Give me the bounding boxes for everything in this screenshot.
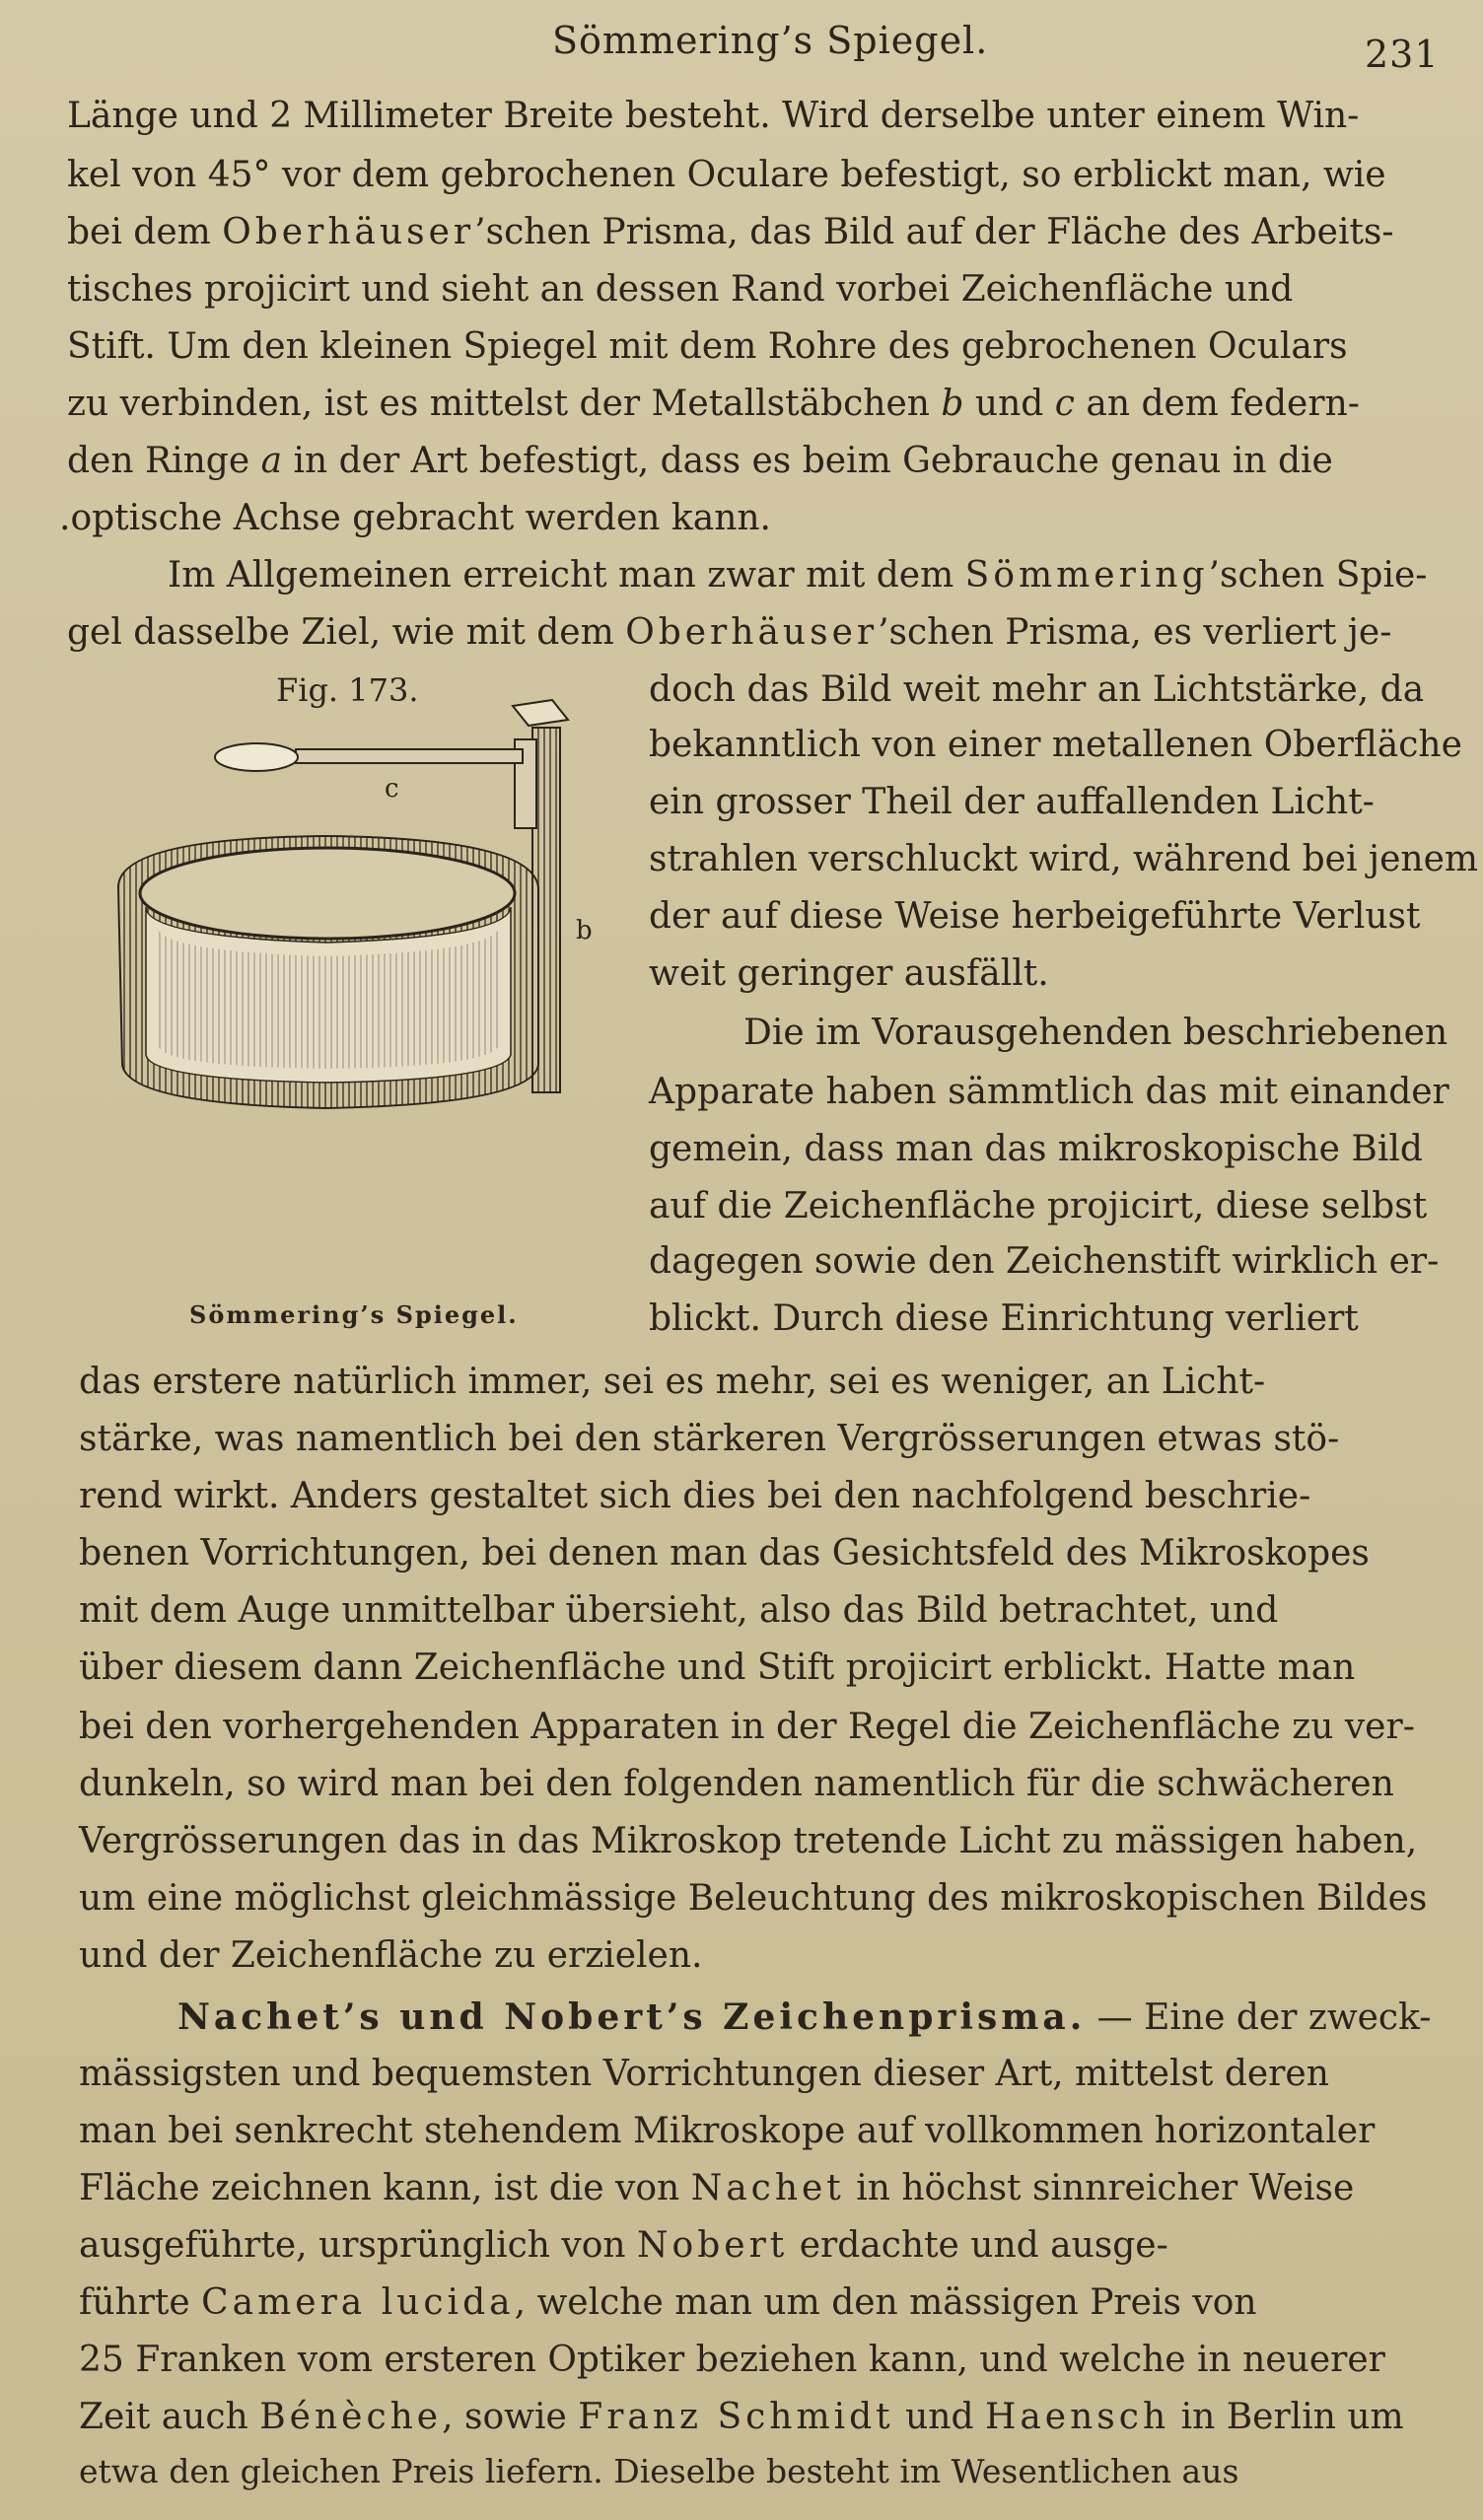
page-number: 231: [1365, 33, 1440, 76]
soemmering-mirror-figure: [99, 690, 611, 1223]
figure-number: Fig. 173.: [276, 671, 419, 709]
text-line: und der Zeichenfläche zu erzielen.: [79, 1935, 703, 1976]
running-head: Sömmering’s Spiegel.: [552, 19, 989, 62]
text-line: Im Allgemeinen erreicht man zwar mit dem Sömmering’schen Spie-: [168, 555, 1428, 595]
text-line: .optische Achse gebracht werden kann.: [59, 498, 772, 538]
text-line: dagegen sowie den Zeichenstift wirklich er-: [649, 1241, 1440, 1282]
text-line: ein grosser Theil der auffallenden Licht-: [649, 782, 1375, 822]
text-line: Länge und 2 Millimeter Breite besteht. Wird derselbe unter einem Win-: [67, 96, 1360, 136]
text-line: gel dasselbe Ziel, wie mit dem Oberhäuser’schen Prisma, es verliert je-: [67, 612, 1392, 653]
text-line: mässigsten und bequemsten Vorrichtungen dieser Art, mittelst deren: [79, 2054, 1329, 2094]
text-line: bei dem Oberhäuser’schen Prisma, das Bild auf der Fläche des Arbeits-: [67, 212, 1394, 252]
text-line: kel von 45° vor dem gebrochenen Oculare befestigt, so erblickt man, wie: [67, 155, 1386, 195]
text-line: auf die Zeichenfläche projicirt, diese selbst: [649, 1186, 1428, 1226]
label-b: b: [576, 916, 593, 945]
text-line: Vergrösserungen das in das Mikroskop tretende Licht zu mässigen haben,: [79, 1821, 1418, 1861]
text-line: das erstere natürlich immer, sei es mehr, sei es weniger, an Licht-: [79, 1362, 1266, 1402]
text-line: bei den vorhergehenden Apparaten in der Regel die Zeichenfläche zu ver-: [79, 1707, 1415, 1747]
text-line: der auf diese Weise herbeigeführte Verlust: [649, 896, 1421, 937]
text-line: 25 Franken vom ersteren Optiker beziehen kann, und welche in neuerer: [79, 2340, 1385, 2380]
text-line: benen Vorrichtungen, bei denen man das Gesichtsfeld des Mikroskopes: [79, 1533, 1370, 1574]
text-line: rend wirkt. Anders gestaltet sich dies bei den nachfolgend beschrie-: [79, 1476, 1311, 1516]
mirror-ring: [118, 836, 538, 1108]
text-line: stärke, was namentlich bei den stärkeren Vergrösserungen etwas stö-: [79, 1419, 1340, 1459]
text-line: Apparate haben sämmtlich das mit einander: [649, 1072, 1449, 1112]
section-heading-line: Nachet’s und Nobert’s Zeichenprisma. — Eine der zweck-: [177, 1996, 1432, 2038]
text-line: strahlen verschluckt wird, während bei jenem: [649, 839, 1479, 879]
text-line: Zeit auch Bénèche, sowie Franz Schmidt und Haensch in Berlin um: [79, 2397, 1404, 2437]
text-line: zu verbinden, ist es mittelst der Metallstäbchen b und c an dem federn-: [67, 384, 1360, 424]
text-line: den Ringe a in der Art befestigt, dass es beim Gebrauche genau in die: [67, 441, 1333, 481]
text-line: führte Camera lucida, welche man um den mässigen Preis von: [79, 2282, 1257, 2323]
text-line: über diesem dann Zeichenfläche und Stift projicirt erblickt. Hatte man: [79, 1647, 1356, 1688]
text-line: ausgeführte, ursprünglich von Nobert erdachte und ausge-: [79, 2225, 1168, 2266]
text-line: Die im Vorausgehenden beschriebenen: [743, 1013, 1448, 1053]
text-line: weit geringer ausfällt.: [649, 953, 1049, 994]
text-line: etwa den gleichen Preis liefern. Dieselbe besteht im Wesentlichen aus: [79, 2452, 1239, 2490]
text-line: man bei senkrecht stehendem Mikroskope auf vollkommen horizontaler: [79, 2111, 1376, 2151]
text-line: blickt. Durch diese Einrichtung verliert: [649, 1298, 1359, 1339]
text-line: um eine möglichst gleichmässige Beleuchtung des mikroskopischen Bildes: [79, 1878, 1428, 1919]
text-line: gemein, dass man das mikroskopische Bild: [649, 1129, 1423, 1169]
text-line: Stift. Um den kleinen Spiegel mit dem Rohre des gebrochenen Oculars: [67, 326, 1348, 367]
text-line: mit dem Auge unmittelbar übersieht, also das Bild betrachtet, und: [79, 1590, 1279, 1631]
text-line: dunkeln, so wird man bei den folgenden namentlich für die schwächeren: [79, 1764, 1394, 1804]
text-line: doch das Bild weit mehr an Lichtstärke, da: [649, 669, 1425, 710]
text-line: tisches projicirt und sieht an dessen Rand vorbei Zeichenfläche und: [67, 269, 1294, 310]
text-line: bekanntlich von einer metallenen Oberfläche: [649, 725, 1462, 765]
figure-caption: Sömmering’s Spiegel.: [189, 1300, 519, 1329]
label-c: c: [385, 774, 399, 804]
text-line: Fläche zeichnen kann, ist die von Nachet in höchst sinnreicher Weise: [79, 2168, 1355, 2208]
